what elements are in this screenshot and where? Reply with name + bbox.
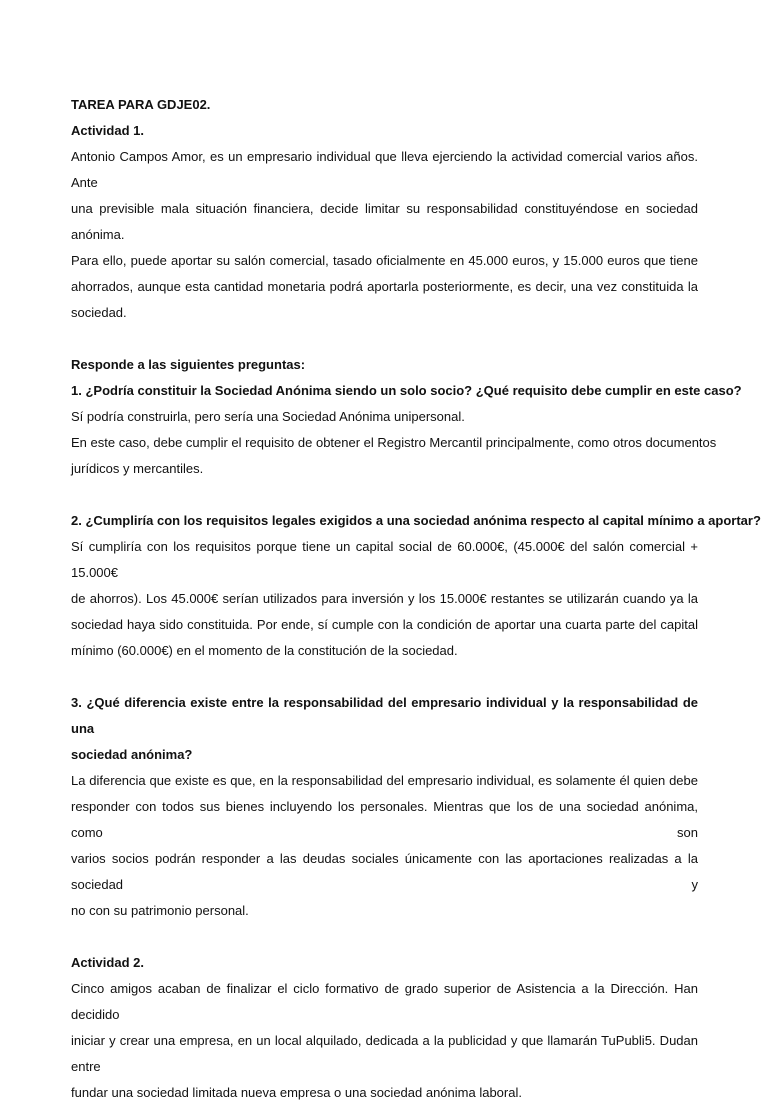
spacer bbox=[71, 664, 698, 690]
paragraph-line: iniciar y crear una empresa, en un local alquilado, dedicada a la publicidad y que llamarán TuPubli5. Dudan entre bbox=[71, 1033, 698, 1074]
question-2 bbox=[71, 508, 761, 664]
answer-line: de ahorros). Los 45.000€ serían utilizados para inversión y los 15.000€ restantes se utilizarán cuando ya la bbox=[71, 591, 698, 606]
answer-line: Sí cumpliría con los requisitos porque tiene un capital social de 60.000€, (45.000€ del salón comercial + 15.000€ bbox=[71, 539, 698, 580]
answer-line: responder con todos sus bienes incluyendo los personales. Mientras que los de una sociedad anónima, como son bbox=[71, 799, 698, 840]
actividad-1-intro bbox=[71, 144, 698, 326]
answer-line: jurídicos y mercantiles. bbox=[71, 461, 204, 476]
questions-heading: Responde a las siguientes preguntas: bbox=[71, 357, 306, 372]
question-1 bbox=[71, 378, 742, 482]
paragraph-line: una previsible mala situación financiera, decide limitar su responsabilidad constituyéndose en sociedad anónima. bbox=[71, 201, 698, 242]
answer-line: no con su patrimonio personal. bbox=[71, 903, 249, 918]
paragraph-line: Antonio Campos Amor, es un empresario individual que lleva ejerciendo la actividad comercial varios años. Ante bbox=[71, 149, 698, 190]
question-text: 1. ¿Podría constituir la Sociedad Anónima siendo un solo socio? ¿Qué requisito debe cumplir en este caso? bbox=[71, 383, 742, 398]
paragraph-line: ahorrados, aunque esta cantidad monetaria podrá aportarla posteriormente, es decir, una vez constituida la bbox=[71, 279, 698, 294]
document-page bbox=[71, 92, 761, 1106]
answer-line: La diferencia que existe es que, en la responsabilidad del empresario individual, es solamente él quien debe bbox=[71, 773, 698, 788]
actividad-1-heading: Actividad 1. bbox=[71, 123, 144, 138]
answer-line: sociedad haya sido constituida. Por ende, sí cumple con la condición de aportar una cuarta parte del capital bbox=[71, 617, 698, 632]
actividad-2-intro bbox=[71, 976, 698, 1106]
paragraph-line: fundar una sociedad limitada nueva empresa o una sociedad anónima laboral. bbox=[71, 1085, 522, 1100]
spacer bbox=[71, 482, 698, 508]
paragraph-line: Cinco amigos acaban de finalizar el ciclo formativo de grado superior de Asistencia a la Dirección. Han decidido bbox=[71, 981, 698, 1022]
document-title: TAREA PARA GDJE02. bbox=[71, 97, 211, 112]
answer-line: En este caso, debe cumplir el requisito de obtener el Registro Mercantil principalmente, como otros documentos bbox=[71, 435, 717, 450]
paragraph-line: Para ello, puede aportar su salón comercial, tasado oficialmente en 45.000 euros, y 15.000 euros que tiene bbox=[71, 253, 698, 268]
answer-line: Sí podría construirla, pero sería una Sociedad Anónima unipersonal. bbox=[71, 409, 465, 424]
question-text: sociedad anónima? bbox=[71, 747, 193, 762]
question-text: 3. ¿Qué diferencia existe entre la responsabilidad del empresario individual y la responsabilidad de una bbox=[71, 695, 698, 736]
spacer bbox=[71, 326, 698, 352]
spacer bbox=[71, 924, 698, 950]
question-text: 2. ¿Cumpliría con los requisitos legales exigidos a una sociedad anónima respecto al capital mínimo a aportar? bbox=[71, 513, 761, 528]
paragraph-line: sociedad. bbox=[71, 305, 127, 320]
answer-line: varios socios podrán responder a las deudas sociales únicamente con las aportaciones realizadas a la sociedad y bbox=[71, 851, 698, 892]
question-3 bbox=[71, 690, 698, 924]
actividad-2-heading: Actividad 2. bbox=[71, 955, 144, 970]
answer-line: mínimo (60.000€) en el momento de la constitución de la sociedad. bbox=[71, 643, 458, 658]
